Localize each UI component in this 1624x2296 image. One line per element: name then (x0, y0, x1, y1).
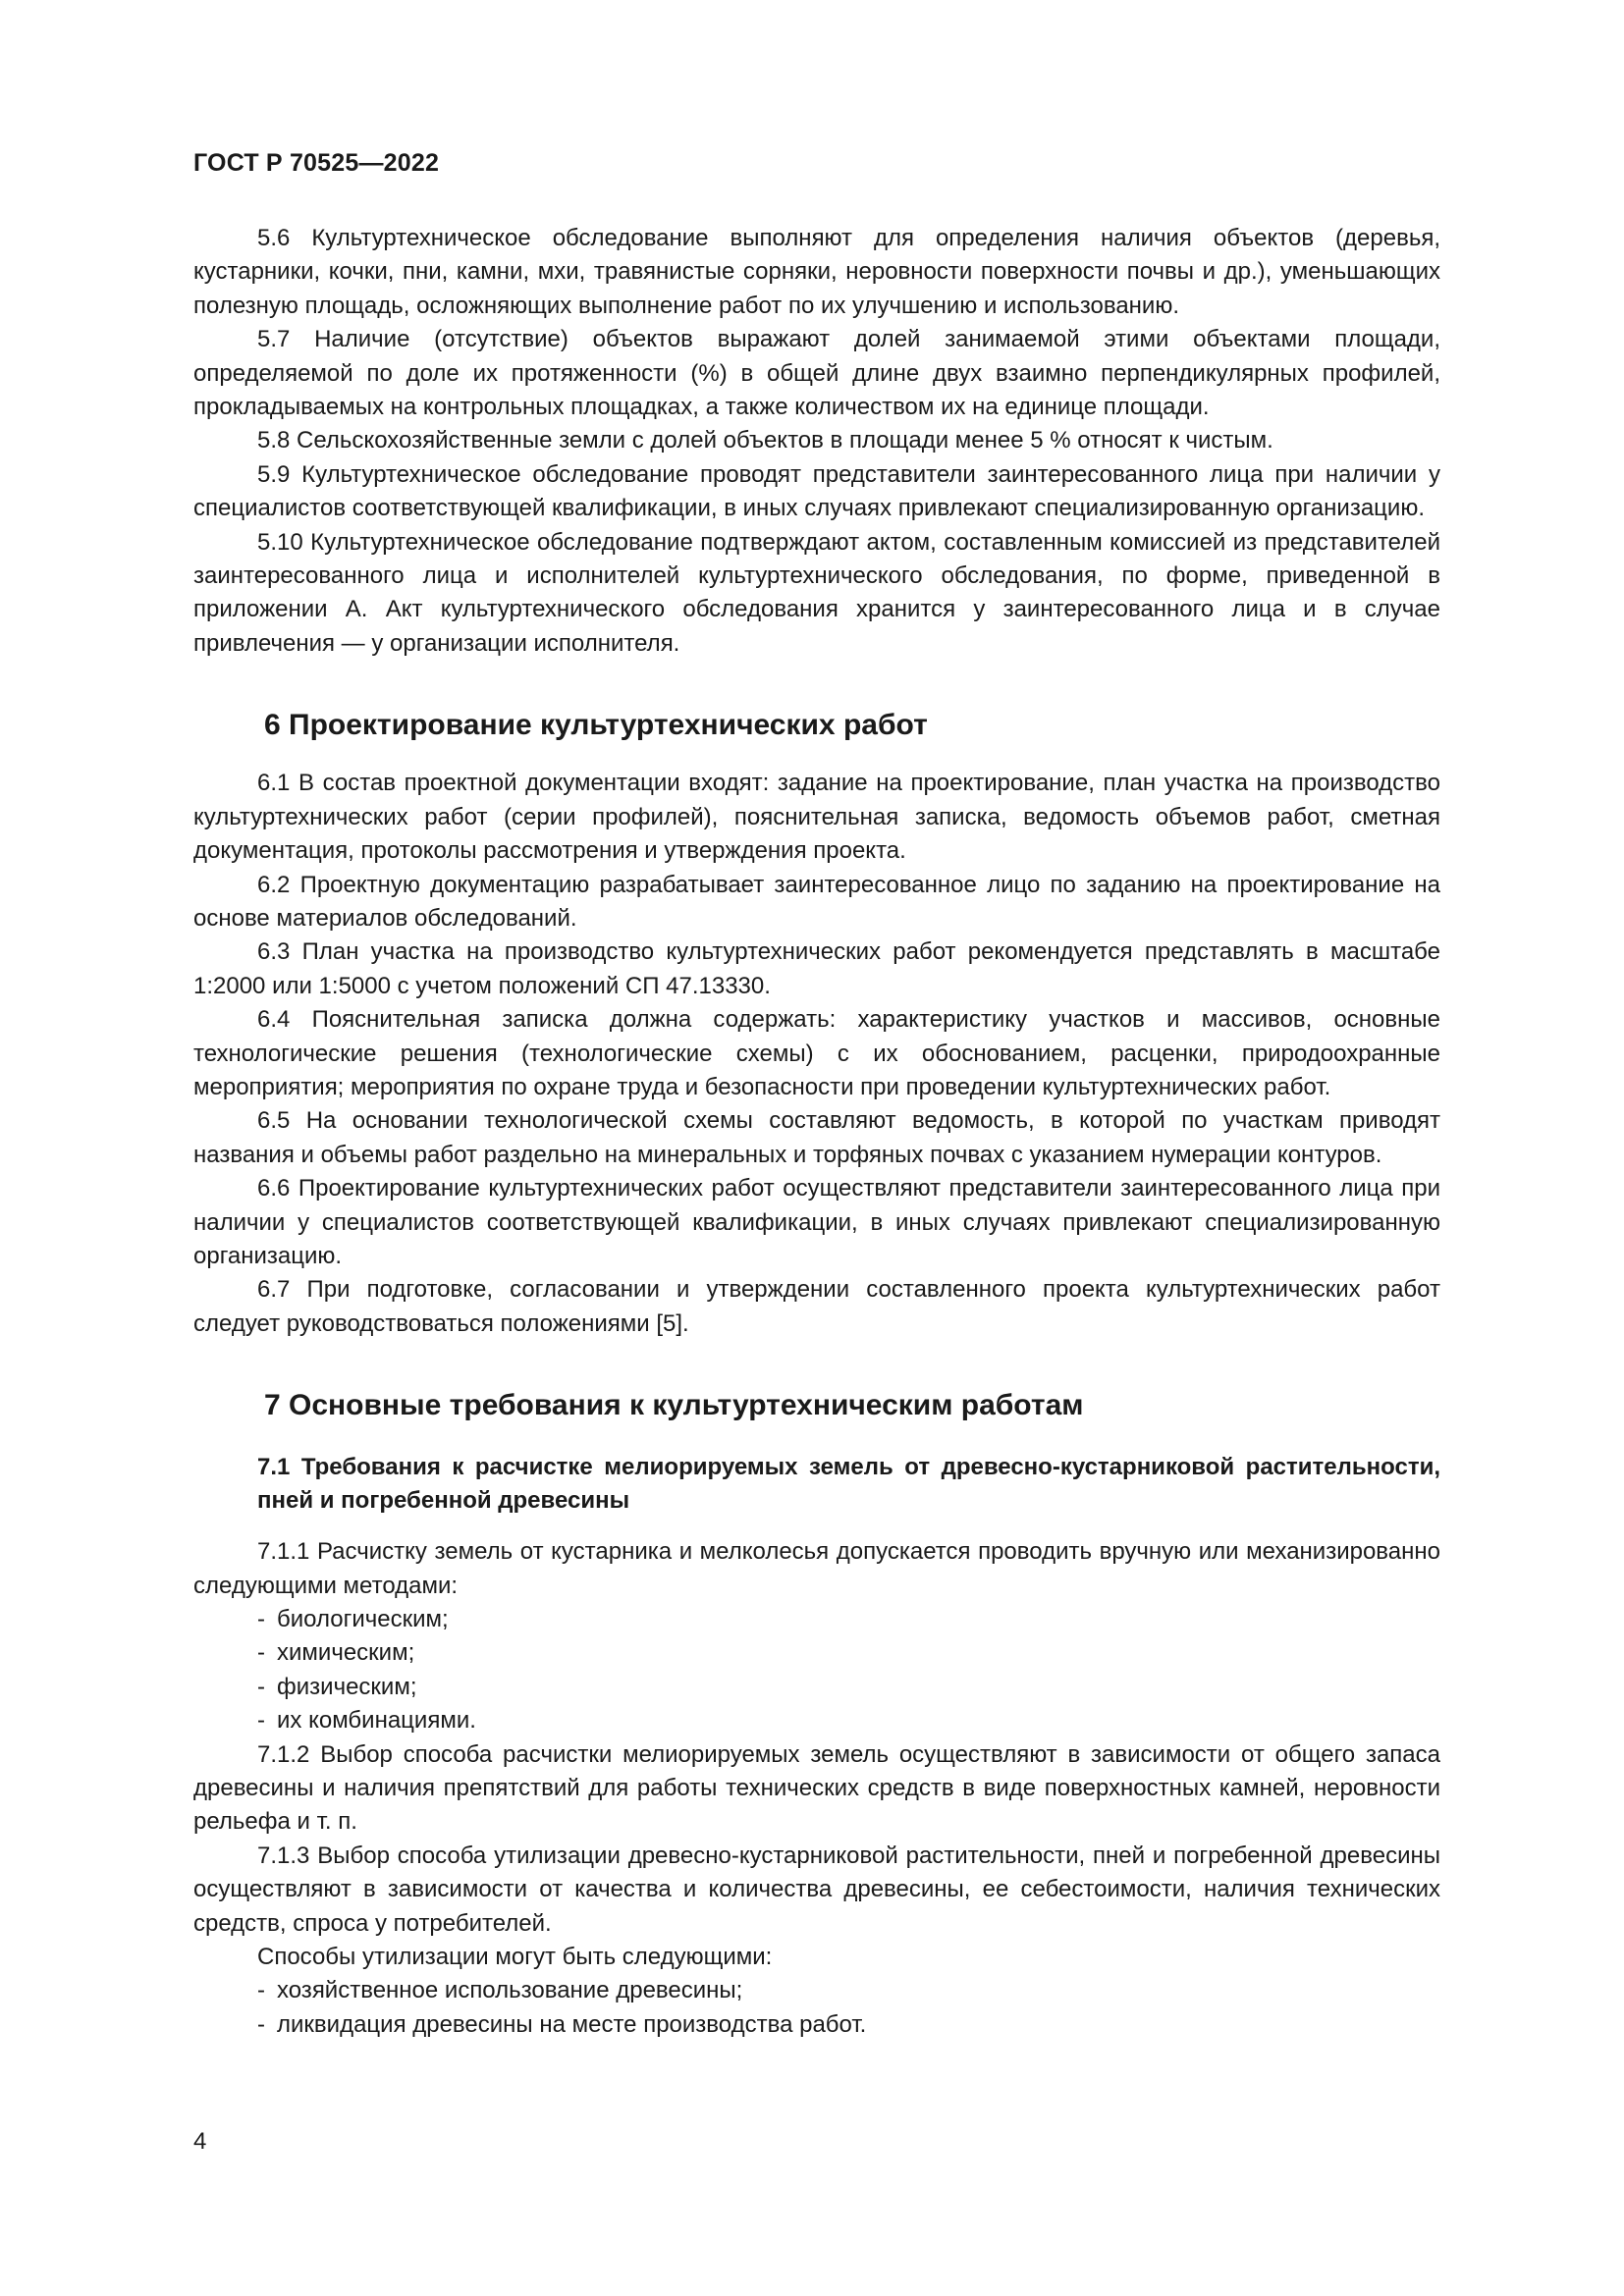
utilization-ways-intro: Способы утилизации могут быть следующими: (257, 1944, 773, 1971)
paragraph-5-7: 5.7 Наличие (отсутствие) объектов выражают долей занимаемой этими объектами площади, определяемой по доле их протяженности (%) в общей длине двух взаимно перпендикулярных профилей, прокладываемых на контрольных площадках, а также количеством их на единице площади. (193, 326, 1440, 421)
list-item: - ликвидация древесины на месте производства работ. (257, 2010, 867, 2038)
paragraph-6-6: 6.6 Проектирование культуртехнических работ осуществляют представители заинтересованного лица при наличии у специалистов соответствующей квалификации, в иных случаях привлекают специализированную организацию. (193, 1175, 1440, 1269)
list-item: - хозяйственное использование древесины; (257, 1977, 743, 2004)
paragraph-5-8: 5.8 Сельскохозяйственные земли с долей объектов в площади менее 5 % относят к чистым. (257, 427, 1273, 454)
paragraph-5-6: 5.6 Культуртехническое обследование выполняют для определения наличия объектов (деревья, кустарники, кочки, пни, камни, мхи, травянистые сорняки, неровности поверхности почвы и др.), уменьшающих полезную площадь, осложняющих выполнение работ по их улучшению и использованию. (193, 225, 1440, 319)
page-body (193, 222, 1440, 2042)
paragraph-6-1: 6.1 В состав проектной документации входят: задание на проектирование, план участка на производство культуртехнических работ (серии профилей), пояснительная записка, ведомость объемов работ, сметная документация, протоколы рассмотрения и утверждения проекта. (193, 770, 1440, 865)
document-code-header: ГОСТ Р 70525—2022 (193, 149, 440, 177)
paragraph-7-1-2: 7.1.2 Выбор способа расчистки мелиорируемых земель осуществляют в зависимости от общего запаса древесины и наличия препятствий для работы технических средств в виде поверхностных камней, неровности рельефа и т. п. (193, 1740, 1440, 1836)
paragraph-5-9: 5.9 Культуртехническое обследование проводят представители заинтересованного лица при наличии у специалистов соответствующей квалификации, в иных случаях привлекают специализированную организацию. (193, 460, 1440, 522)
list-item: - биологическим; (257, 1606, 449, 1632)
paragraph-6-2: 6.2 Проектную документацию разрабатывает заинтересованное лицо по заданию на проектирование на основе материалов обследований. (193, 871, 1440, 932)
list-item: - химическим; (257, 1639, 415, 1667)
paragraph-6-7: 6.7 При подготовке, согласовании и утверждении составленного проекта культуртехнических работ следует руководствоваться положениями [5]. (193, 1276, 1440, 1337)
paragraph-6-3: 6.3 План участка на производство культуртехнических работ рекомендуется представлять в масштабе 1:2000 или 1:5000 с учетом положений СП 47.13330. (193, 938, 1440, 999)
section-6-heading: 6 Проектирование культуртехнических работ (264, 709, 928, 742)
paragraph-7-1-3: 7.1.3 Выбор способа утилизации древесно-кустарниковой растительности, пней и погребенной древесины осуществляют в зависимости от качества и количества древесины, ее себестоимости, наличия технических средств, спроса у потребителей. (193, 1842, 1440, 1937)
subsection-7-1-heading: 7.1 Требования к расчистке мелиорируемых земель от древесно-кустарниковой растительности, пней и погребенной древесины (257, 1454, 1440, 1515)
clearing-methods-list (193, 1603, 1440, 1738)
page-number: 4 (193, 2128, 207, 2155)
paragraph-6-5: 6.5 На основании технологической схемы составляют ведомость, в которой по участкам приводят названия и объемы работ раздельно на минеральных и торфяных почвах с указанием нумерации контуров. (193, 1107, 1440, 1168)
utilization-ways-list (193, 1974, 1440, 2042)
section-7-heading: 7 Основные требования к культуртехническим работам (264, 1389, 1084, 1422)
paragraph-6-4: 6.4 Пояснительная записка должна содержать: характеристику участков и массивов, основные технологические решения (технологические схемы) с их обоснованием, расценки, природоохранные мероприятия; мероприятия по охране труда и безопасности при проведении культуртехнических работ. (193, 1006, 1440, 1100)
list-item: - физическим; (257, 1673, 417, 1700)
list-item: - их комбинациями. (257, 1707, 476, 1735)
paragraph-5-10: 5.10 Культуртехническое обследование подтверждают актом, составленным комиссией из представителей заинтересованного лица и исполнителей культуртехнического обследования, по форме, приведенной в приложении А. Акт культуртехнического обследования хранится у заинтересованного лица и в случае привлечения — у организации исполнителя. (193, 528, 1440, 657)
paragraph-7-1-1: 7.1.1 Расчистку земель от кустарника и мелколесья допускается проводить вручную или механизированно следующими методами: (193, 1538, 1440, 1599)
